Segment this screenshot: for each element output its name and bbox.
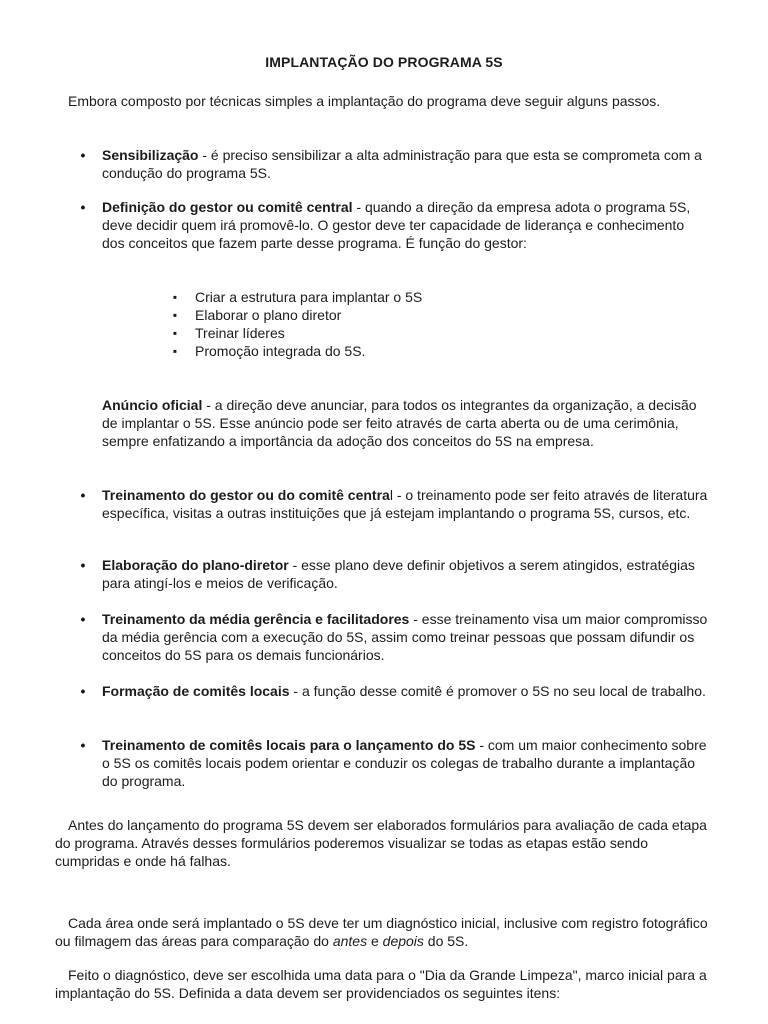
bullet-marker: • [80, 683, 86, 699]
bullet-marker: • [80, 147, 86, 163]
text-run: - a função desse comitê é promover o 5S no seu local de trabalho. [289, 683, 706, 699]
closing-paragraph [55, 914, 710, 950]
step-treinamento-comites-locais [102, 736, 710, 790]
text-run: - com um maior conhecimento sobre o 5S os comitês locais podem orientar e conduzir os colegas de trabalho durante a implantação do programa. [102, 737, 707, 789]
text-run: - a direção deve anunciar, para todos os integrantes da organização, a decisão de implantar o 5S. Esse anúncio pode ser feito através de carta aberta ou de uma cerimônia, sempre enfatizando a importância da adoção dos conceitos do 5S na empresa. [102, 397, 697, 449]
text-run: Feito o diagnóstico, deve ser escolhida uma data para o "Dia da Grande Limpeza", marco inicial para a implantação do 5S. Definida a data devem ser providenciados os seguintes itens: [55, 967, 707, 1001]
step-term: Definição do gestor ou comitê central [102, 199, 353, 215]
step-sensibilizacao [102, 146, 710, 182]
text-run: - quando a direção da empresa adota o programa 5S, deve decidir quem irá promovê-lo. O gestor deve ter capacidade de liderança e conhecimento dos conceitos que fazem parte desse programa. É função do gestor: [102, 199, 691, 251]
gestor-function-item: Elaborar o plano diretor [195, 307, 342, 323]
text-run: Embora composto por técnicas simples a implantação do programa deve seguir alguns passos. [68, 93, 661, 109]
text-run: - é preciso sensibilizar a alta administração para que esta se comprometa com a condução do programa 5S. [102, 147, 702, 181]
step-term: Elaboração do plano-diretor [102, 557, 289, 573]
step-formacao-comites [102, 682, 710, 700]
step-term: Sensibilização [102, 147, 199, 163]
sub-bullet-marker: ▪ [172, 308, 178, 322]
closing-paragraph [55, 816, 710, 870]
emphasis-text: depois [382, 933, 424, 949]
sub-bullet-marker: ▪ [172, 290, 178, 304]
text-run: - esse treinamento visa um maior compromisso da média gerência com a execução do 5S, assim como treinar pessoas que possam difundir os conceitos do 5S para os demais funcionários. [102, 611, 708, 663]
step-term: Anúncio oficial [102, 397, 203, 413]
text-run: Antes do lançamento do programa 5S devem ser elaborados formulários para avaliação de cada etapa do programa. Através desses formulários poderemos visualizar se todas as etapas estão sendo cumpridas e onde há falhas. [55, 817, 707, 869]
text-run: Cada área onde será implantado o 5S deve ter um diagnóstico inicial, inclusive com registro fotográfico ou filmagem das áreas para comparação do [55, 915, 708, 949]
text-run: e [367, 933, 383, 949]
bullet-marker: • [80, 557, 86, 573]
step-term: Treinamento da média gerência e facilitadores [102, 611, 410, 627]
sub-bullet-marker: ▪ [172, 344, 178, 358]
step-anuncio-oficial [102, 396, 710, 450]
sub-bullet-marker: ▪ [172, 326, 178, 340]
gestor-function-item: Treinar líderes [195, 325, 285, 341]
text-run: l - o treinamento pode ser feito através de literatura específica, visitas a outras instituições que já estejam implantando o programa 5S, cursos, etc. [102, 487, 708, 521]
bullet-marker: • [80, 737, 86, 753]
step-plano-diretor [102, 556, 710, 592]
step-treinamento-gestor [102, 486, 710, 522]
bullet-marker: • [80, 487, 86, 503]
step-treinamento-media-gerencia [102, 610, 710, 664]
emphasis-text: antes [332, 933, 368, 949]
text-run: do 5S. [423, 933, 469, 949]
text-run: - esse plano deve definir objetivos a serem atingidos, estratégias para atingí-los e meios de verificação. [102, 557, 695, 591]
gestor-function-item: Criar a estrutura para implantar o 5S [195, 289, 423, 305]
step-term: Treinamento de comitês locais para o lançamento do 5S [102, 737, 476, 753]
gestor-function-item: Promoção integrada do 5S. [195, 343, 366, 359]
closing-paragraph [55, 966, 710, 1002]
document-title: IMPLANTAÇÃO DO PROGRAMA 5S [265, 54, 503, 70]
bullet-marker: • [80, 611, 86, 627]
step-term: Treinamento do gestor ou do comitê centra [102, 487, 390, 503]
bullet-marker: • [80, 199, 86, 215]
step-definicao-gestor [102, 198, 710, 252]
intro-paragraph [55, 92, 710, 110]
step-term: Formação de comitês locais [102, 683, 290, 699]
